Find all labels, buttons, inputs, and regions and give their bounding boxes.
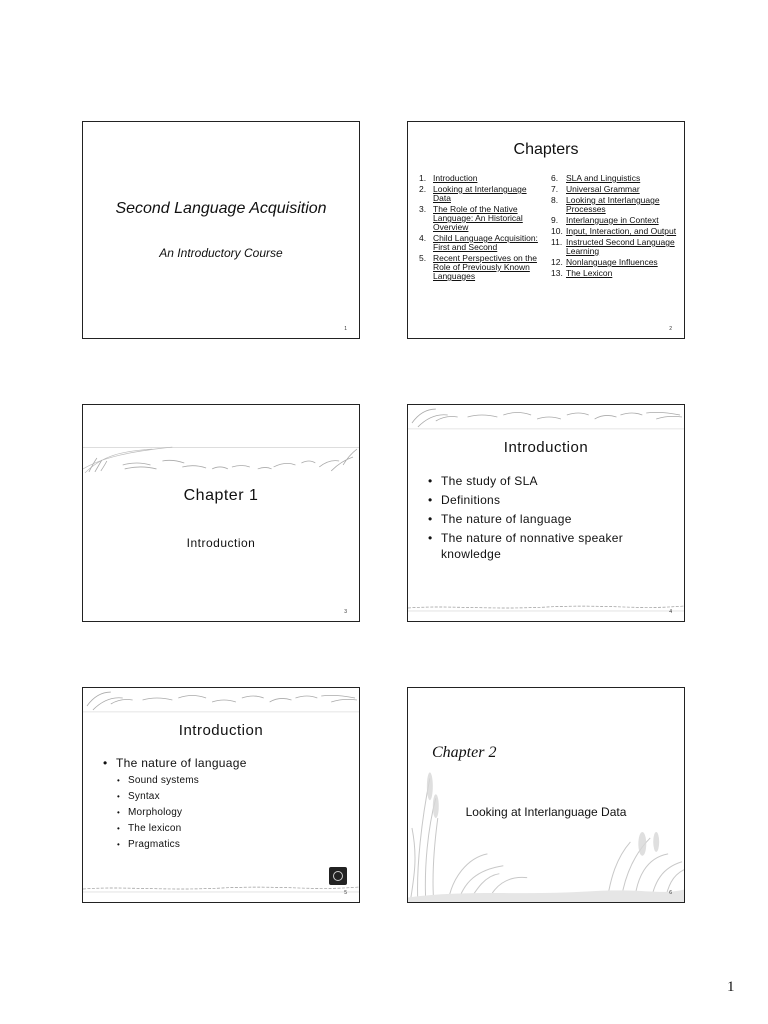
list-item[interactable]: 4. Child Language Acquisition: First and Second (419, 234, 543, 252)
list-item[interactable]: 8. Looking at Interlanguage Processes (551, 196, 679, 214)
grass-background-icon (408, 758, 684, 903)
slide-title: Introduction (178, 722, 264, 739)
slide-title: Chapter 1 (183, 487, 259, 504)
slide-1 (82, 121, 360, 339)
chapter-link[interactable]: The Lexicon (566, 268, 613, 278)
slide-number: 3 (344, 609, 347, 615)
chapter-link[interactable]: Looking at Interlanguage Processes (566, 195, 660, 214)
chapter-link[interactable]: Child Language Acquisition: First and Second (433, 233, 538, 252)
chapter-link[interactable]: Universal Grammar (566, 184, 640, 194)
slide-subtitle: Introduction (186, 536, 256, 550)
slide-subtitle: An Introductory Course (159, 246, 283, 260)
slide-number: 2 (669, 326, 672, 332)
list-item: • The nature of nonnative speaker knowledge (428, 530, 658, 562)
decorative-border-icon (408, 603, 684, 613)
list-item[interactable]: 7. Universal Grammar (551, 184, 640, 194)
slide-title: Introduction (503, 439, 589, 456)
decorative-border-icon (83, 884, 359, 894)
list-item: • The lexicon (116, 821, 333, 837)
chapter-link[interactable]: Input, Interaction, and Output (566, 226, 677, 236)
list-item[interactable]: 3. The Role of the Native Language: An Historical Overview (419, 205, 543, 232)
decorative-border-icon (408, 405, 684, 431)
slide-4 (407, 404, 685, 622)
slide-3 (82, 404, 360, 622)
list-item[interactable]: 13. The Lexicon (551, 268, 613, 278)
chapter-link[interactable]: Interlanguage in Context (566, 215, 659, 225)
slide-number: 4 (669, 609, 672, 615)
chapter-link[interactable]: Nonlanguage Influences (566, 257, 658, 267)
slide-subtitle: Looking at Interlanguage Data (465, 805, 627, 819)
slide-title: Second Language Acquisition (115, 200, 327, 217)
list-item: • The nature of language • Sound systems • Syntax • Morphology • The lexicon • Pragmatics (103, 755, 333, 853)
bullet-list (103, 755, 333, 856)
slide-5 (82, 687, 360, 903)
chapter-list-left (419, 174, 543, 283)
sub-bullet-list (116, 773, 333, 853)
page-number: 1 (727, 979, 735, 995)
bullet-list (428, 473, 658, 565)
list-item[interactable]: 12. Nonlanguage Influences (551, 257, 658, 267)
list-item[interactable]: 9. Interlanguage in Context (551, 215, 659, 225)
chapter-link[interactable]: SLA and Linguistics (566, 173, 641, 183)
slide-number: 6 (669, 890, 672, 896)
slide-6 (407, 687, 685, 903)
list-item: • Sound systems (116, 773, 333, 789)
list-item[interactable]: 11. Instructed Second Language Learning (551, 238, 679, 256)
slide-title: Chapter 2 (432, 744, 497, 761)
slide-number: 1 (344, 326, 347, 332)
list-item: • The study of SLA (428, 473, 658, 489)
action-button-icon[interactable] (329, 867, 347, 885)
list-item: • Pragmatics (116, 837, 333, 853)
chapter-link[interactable]: Instructed Second Language Learning (566, 237, 675, 256)
list-item[interactable]: 5. Recent Perspectives on the Role of Previously Known Languages (419, 254, 543, 281)
chapter-list-right (551, 174, 679, 280)
list-item: • Syntax (116, 789, 333, 805)
decorative-border-icon (83, 688, 359, 714)
chapter-link[interactable]: Introduction (433, 173, 478, 183)
slide-title: Chapters (513, 141, 579, 158)
slide-number: 5 (344, 890, 347, 896)
list-item[interactable]: 10. Input, Interaction, and Output (551, 226, 677, 236)
list-item: • Definitions (428, 492, 658, 508)
chapter-link[interactable]: Recent Perspectives on the Role of Previously Known Languages (433, 253, 537, 281)
decorative-border-icon (83, 445, 359, 475)
chapter-link[interactable]: The Role of the Native Language: An Historical Overview (433, 204, 523, 232)
list-item: • The nature of language (428, 511, 658, 527)
chapter-link[interactable]: Looking at Interlanguage Data (433, 184, 527, 203)
list-item[interactable]: 2. Looking at Interlanguage Data (419, 185, 543, 203)
list-item[interactable]: 6. SLA and Linguistics (551, 173, 641, 183)
list-item[interactable]: 1. Introduction (419, 173, 478, 183)
list-item: • Morphology (116, 805, 333, 821)
slide-2 (407, 121, 685, 339)
